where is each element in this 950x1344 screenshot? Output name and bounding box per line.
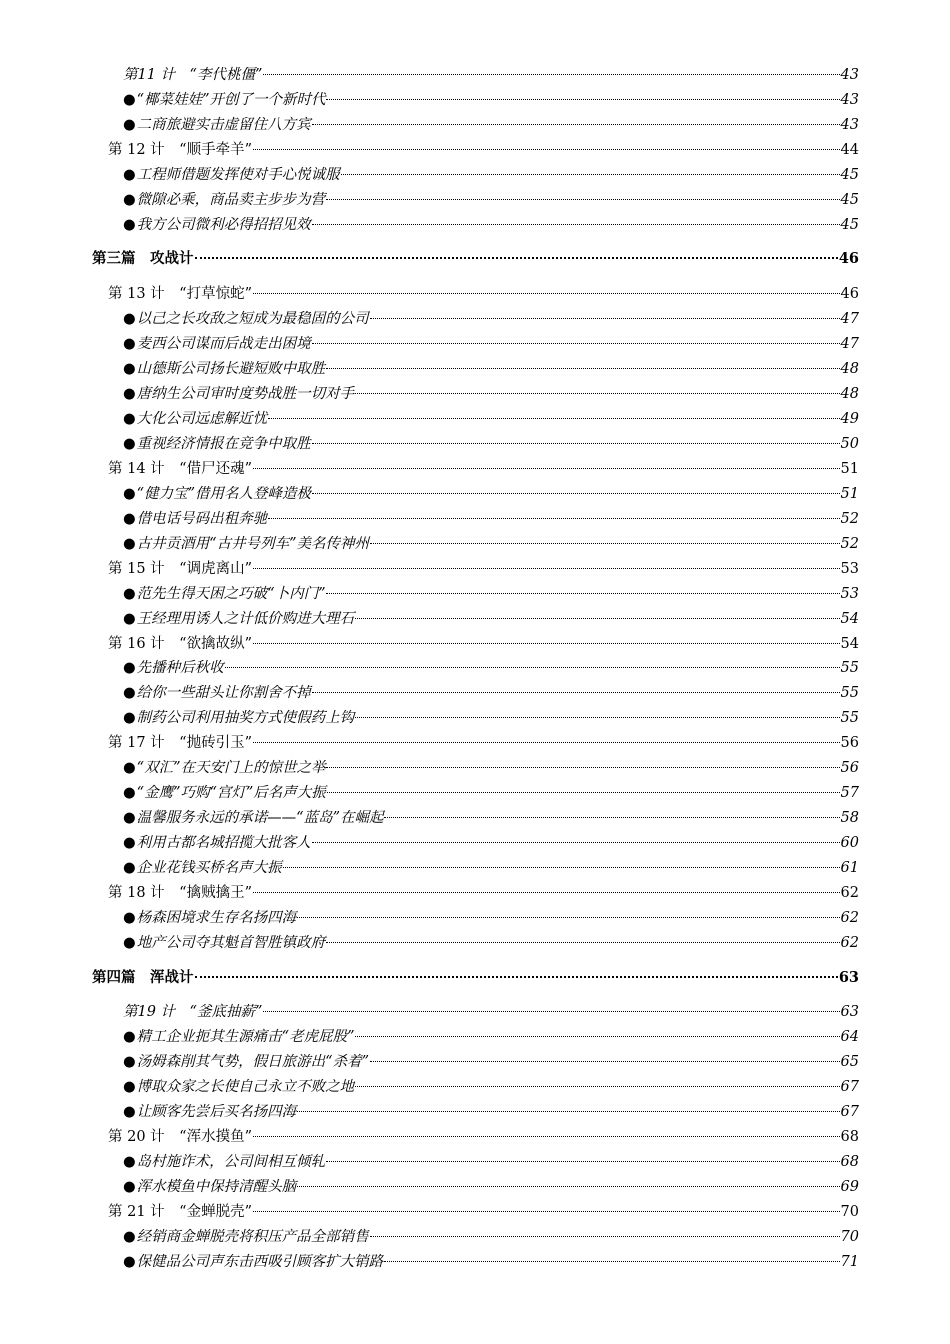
bullet-icon: ● — [123, 835, 136, 851]
toc-entry-text: 先播种后秋收 — [136, 660, 224, 676]
toc-item-entry[interactable] — [123, 383, 859, 405]
page-number: 56 — [840, 735, 859, 751]
dot-leader — [253, 568, 840, 569]
page-number: 55 — [840, 710, 859, 726]
page-number: 46 — [840, 286, 859, 302]
toc-item-entry[interactable] — [123, 707, 859, 729]
dot-leader — [370, 1236, 840, 1237]
dot-leader — [253, 1136, 840, 1137]
toc-chapter-entry[interactable] — [108, 458, 859, 480]
toc-item-entry[interactable] — [123, 89, 859, 111]
toc-entry-title — [123, 1226, 369, 1248]
toc-item-entry[interactable] — [123, 657, 859, 679]
toc-item-entry[interactable] — [123, 1176, 859, 1198]
toc-entry-title — [123, 1101, 296, 1123]
toc-chapter-entry[interactable] — [108, 882, 859, 904]
bullet-icon: ● — [123, 217, 136, 233]
page-number: 68 — [840, 1129, 859, 1145]
toc-item-entry[interactable] — [123, 682, 859, 704]
dot-leader — [253, 149, 840, 150]
toc-item-entry[interactable] — [123, 214, 859, 236]
toc-entry-text: 微隙必乘，商品卖主步步为营 — [136, 192, 326, 208]
page-number: 48 — [840, 386, 859, 402]
dot-leader — [263, 74, 839, 75]
toc-item-entry[interactable] — [123, 358, 859, 380]
dot-leader — [253, 892, 840, 893]
dot-leader — [263, 1011, 839, 1012]
dot-leader — [355, 717, 839, 718]
page-number: 70 — [840, 1204, 859, 1220]
dot-leader — [355, 1036, 839, 1037]
page-number: 45 — [840, 167, 859, 183]
page-number: 57 — [840, 785, 859, 801]
toc-entry-title — [123, 682, 311, 704]
toc-item-entry[interactable] — [123, 857, 859, 879]
dot-leader — [253, 742, 840, 743]
toc-chapter-entry[interactable] — [108, 633, 859, 655]
toc-entry-text: “金鹰”巧购“宫灯”后名声大振 — [136, 785, 326, 801]
bullet-icon: ● — [123, 760, 136, 776]
bullet-icon: ● — [123, 436, 136, 452]
toc-entry-text: 以己之长攻敌之短成为最稳固的公司 — [136, 311, 369, 327]
bullet-icon: ● — [123, 336, 136, 352]
toc-entry-text: 大化公司远虑解近忧 — [136, 411, 268, 427]
toc-item-entry[interactable] — [123, 308, 859, 330]
toc-entry-title: 第 18 计 “擒贼擒王” — [108, 885, 252, 901]
toc-entry-text: 让顾客先尝后买名扬四海 — [136, 1104, 297, 1120]
toc-entry-title: 第 15 计 “调虎离山” — [108, 561, 252, 577]
page-number: 43 — [840, 117, 859, 133]
toc-item-entry[interactable] — [123, 1051, 859, 1073]
dot-leader — [225, 667, 840, 668]
toc-chapter-entry[interactable] — [108, 732, 859, 754]
dot-leader — [283, 867, 840, 868]
toc-entry-text: 古井贡酒用“古井号列车”美名传神州 — [136, 536, 369, 552]
dot-leader — [312, 443, 840, 444]
toc-item-entry[interactable] — [123, 907, 859, 929]
dot-leader — [341, 174, 840, 175]
toc-entry-title — [123, 308, 369, 330]
toc-entry-title: 第 20 计 “浑水摸鱼” — [108, 1129, 252, 1145]
toc-entry-title — [123, 383, 354, 405]
bullet-icon: ● — [123, 361, 136, 377]
page-number: 51 — [840, 486, 859, 502]
bullet-icon: ● — [123, 1229, 136, 1245]
bullet-icon: ● — [123, 860, 136, 876]
toc-part-heading[interactable] — [92, 248, 859, 270]
toc-entry-text: 王经理用诱人之计低价购进大理石 — [136, 611, 355, 627]
toc-entry-title — [123, 89, 325, 111]
toc-entry-title — [123, 408, 267, 430]
toc-entry-title — [123, 1076, 354, 1098]
page-number: 49 — [840, 411, 859, 427]
page-number: 65 — [840, 1054, 859, 1070]
dot-leader — [297, 1186, 839, 1187]
toc-entry-title: 第11 计 “李代桃僵” — [123, 67, 263, 83]
dot-leader — [355, 618, 839, 619]
dot-leader — [195, 976, 838, 978]
dot-leader — [326, 199, 839, 200]
toc-entry-text: 重视经济情报在竞争中取胜 — [136, 436, 311, 452]
dot-leader — [195, 257, 838, 259]
toc-entry-title — [123, 608, 354, 630]
toc-entry-title: 第 14 计 “借尸还魂” — [108, 461, 252, 477]
toc-entry-title — [123, 1151, 325, 1173]
bullet-icon: ● — [123, 411, 136, 427]
toc-entry-title — [123, 707, 354, 729]
toc-item-entry[interactable] — [123, 164, 859, 186]
page-number: 52 — [840, 511, 859, 527]
bullet-icon: ● — [123, 311, 136, 327]
bullet-icon: ● — [123, 685, 136, 701]
dot-leader — [326, 99, 839, 100]
dot-leader — [312, 842, 840, 843]
page-number: 68 — [840, 1154, 859, 1170]
toc-item-entry[interactable] — [123, 757, 859, 779]
toc-chapter-entry[interactable] — [108, 1201, 859, 1223]
toc-item-entry[interactable] — [123, 782, 859, 804]
dot-leader — [268, 518, 839, 519]
toc-entry-title — [123, 583, 325, 605]
page-number: 43 — [840, 92, 859, 108]
dot-leader — [326, 368, 839, 369]
toc-chapter-entry[interactable] — [108, 283, 859, 305]
bullet-icon: ● — [123, 1054, 136, 1070]
bullet-icon: ● — [123, 785, 136, 801]
toc-item-entry[interactable] — [123, 333, 859, 355]
toc-entry-title — [123, 333, 311, 355]
toc-entry-text: 岛村施诈术，公司间相互倾轧 — [136, 1154, 326, 1170]
toc-entry-text: 杨森困境求生存名扬四海 — [136, 910, 297, 926]
toc-chapter-entry[interactable] — [108, 558, 859, 580]
toc-entry-title: 第 21 计 “金蝉脱壳” — [108, 1204, 252, 1220]
dot-leader — [312, 493, 840, 494]
bullet-icon: ● — [123, 1154, 136, 1170]
toc-entry-title — [123, 1251, 383, 1273]
toc-item-entry[interactable] — [123, 932, 859, 954]
toc-entry-text: 给你一些甜头让你割舍不掉 — [136, 685, 311, 701]
toc-entry-title — [123, 214, 311, 236]
page-number: 44 — [840, 142, 859, 158]
bullet-icon: ● — [123, 536, 136, 552]
page-number: 53 — [840, 586, 859, 602]
dot-leader — [370, 318, 840, 319]
page-number: 69 — [840, 1179, 859, 1195]
toc-entry-text: 麦西公司谋而后战走出困境 — [136, 336, 311, 352]
toc-entry-text: 唐纳生公司审时度势战胜一切对手 — [136, 386, 355, 402]
toc-entry-text: 博取众家之长使自己永立不败之地 — [136, 1079, 355, 1095]
page-number: 43 — [840, 67, 859, 83]
bullet-icon: ● — [123, 92, 136, 108]
dot-leader — [253, 1211, 840, 1212]
dot-leader — [370, 543, 840, 544]
bullet-icon: ● — [123, 1104, 136, 1120]
page-number: 46 — [838, 250, 859, 267]
toc-entry-text: 借电话号码出租奔驰 — [136, 511, 268, 527]
toc-entry-title — [123, 1051, 369, 1073]
toc-entry-title — [123, 1176, 296, 1198]
page-number: 54 — [840, 611, 859, 627]
dot-leader — [355, 393, 839, 394]
toc-item-entry[interactable] — [123, 533, 859, 555]
toc-item-entry[interactable] — [123, 189, 859, 211]
bullet-icon: ● — [123, 660, 136, 676]
toc-entry-title — [123, 1026, 354, 1048]
toc-item-entry[interactable] — [123, 1101, 859, 1123]
toc-entry-text: 经销商金蝉脱壳将积压产品全部销售 — [136, 1229, 369, 1245]
toc-entry-title — [123, 757, 325, 779]
page-number: 61 — [840, 860, 859, 876]
page-number: 45 — [840, 192, 859, 208]
page-number: 54 — [840, 636, 859, 652]
page-number: 58 — [840, 810, 859, 826]
toc-entry-text: “椰菜娃娃”开创了一个新时代 — [136, 92, 326, 108]
dot-leader — [312, 124, 840, 125]
page-number: 70 — [840, 1229, 859, 1245]
toc-entry-title: 第 16 计 “欲擒故纵” — [108, 636, 252, 652]
page-number: 53 — [840, 561, 859, 577]
page-number: 63 — [840, 1004, 859, 1020]
page-number: 55 — [840, 660, 859, 676]
toc-entry-text: 汤姆森削其气势，假日旅游出“杀着” — [136, 1054, 369, 1070]
toc-item-entry[interactable] — [123, 1251, 859, 1273]
toc-entry-text: 温馨服务永远的承诺——“蓝岛”在崛起 — [136, 810, 384, 826]
toc-entry-title — [123, 807, 383, 829]
toc-entry-title — [123, 508, 267, 530]
toc-item-entry[interactable] — [123, 1226, 859, 1248]
toc-entry-title — [123, 857, 282, 879]
dot-leader — [326, 767, 839, 768]
toc-entry-title — [123, 358, 325, 380]
toc-entry-text: “健力宝”借用名人登峰造极 — [136, 486, 311, 502]
toc-entry-title — [123, 114, 311, 136]
dot-leader — [253, 293, 840, 294]
toc-entry-text: 保健品公司声东击西吸引顾客扩大销路 — [136, 1254, 384, 1270]
page-number: 45 — [840, 217, 859, 233]
toc-item-entry[interactable] — [123, 408, 859, 430]
toc-entry-title: 第三篇 攻战计 — [92, 250, 194, 267]
dot-leader — [253, 643, 840, 644]
toc-chapter-entry[interactable] — [108, 1126, 859, 1148]
toc-chapter-entry[interactable] — [123, 64, 859, 86]
toc-entry-title: 第 13 计 “打草惊蛇” — [108, 286, 252, 302]
toc-entry-title — [123, 657, 224, 679]
page-number: 52 — [840, 536, 859, 552]
toc-entry-text: “双汇”在天安门上的惊世之举 — [136, 760, 326, 776]
toc-entry-title — [123, 483, 311, 505]
bullet-icon: ● — [123, 910, 136, 926]
toc-chapter-entry[interactable] — [123, 1001, 859, 1023]
toc-entry-text: 二商旅避实击虚留住八方宾 — [136, 117, 311, 133]
page-number: 62 — [840, 910, 859, 926]
page-number: 62 — [840, 935, 859, 951]
toc-entry-title — [123, 782, 326, 804]
toc-item-entry[interactable] — [123, 1151, 859, 1173]
dot-leader — [253, 468, 840, 469]
page-number: 55 — [840, 685, 859, 701]
dot-leader — [312, 224, 840, 225]
page-number: 67 — [840, 1104, 859, 1120]
page-number: 51 — [840, 461, 859, 477]
toc-item-entry[interactable] — [123, 1026, 859, 1048]
page-number: 64 — [840, 1029, 859, 1045]
page-number: 71 — [840, 1254, 859, 1270]
toc-entry-title: 第 12 计 “顺手牵羊” — [108, 142, 252, 158]
toc-item-entry[interactable] — [123, 114, 859, 136]
bullet-icon: ● — [123, 810, 136, 826]
bullet-icon: ● — [123, 117, 136, 133]
bullet-icon: ● — [123, 386, 136, 402]
bullet-icon: ● — [123, 1029, 136, 1045]
toc-item-entry[interactable] — [123, 832, 859, 854]
page-number: 56 — [840, 760, 859, 776]
page-number: 62 — [840, 885, 859, 901]
page-number: 67 — [840, 1079, 859, 1095]
bullet-icon: ● — [123, 1079, 136, 1095]
toc-entry-title — [123, 433, 311, 455]
toc-entry-text: 利用古都名城招揽大批客人 — [136, 835, 311, 851]
toc-entry-title — [123, 533, 369, 555]
toc-part-heading[interactable] — [92, 967, 859, 989]
toc-item-entry[interactable] — [123, 608, 859, 630]
page-number: 60 — [840, 835, 859, 851]
bullet-icon: ● — [123, 167, 136, 183]
page-number: 47 — [840, 336, 859, 352]
dot-leader — [326, 942, 839, 943]
toc-entry-text: 浑水模鱼中保持清醒头脑 — [136, 1179, 297, 1195]
bullet-icon: ● — [123, 710, 136, 726]
toc-entry-text: 工程师借题发挥使对手心悦诚服 — [136, 167, 340, 183]
toc-entry-text: 制药公司利用抽奖方式使假药上钩 — [136, 710, 355, 726]
dot-leader — [297, 917, 839, 918]
toc-item-entry[interactable] — [123, 1076, 859, 1098]
bullet-icon: ● — [123, 611, 136, 627]
toc-item-entry[interactable] — [123, 508, 859, 530]
toc-entry-title — [123, 189, 325, 211]
page-number: 50 — [840, 436, 859, 452]
dot-leader — [297, 1111, 839, 1112]
toc-item-entry[interactable] — [123, 483, 859, 505]
dot-leader — [326, 593, 839, 594]
toc-entry-title — [123, 907, 296, 929]
toc-chapter-entry[interactable] — [108, 139, 859, 161]
toc-entry-title — [123, 164, 340, 186]
toc-entry-title — [123, 832, 311, 854]
toc-entry-text: 范先生得天困之巧破“卜内门” — [136, 586, 326, 602]
bullet-icon: ● — [123, 1179, 136, 1195]
toc-entry-title: 第四篇 浑战计 — [92, 969, 194, 986]
dot-leader — [312, 343, 840, 344]
toc-entry-text: 我方公司微利必得招招见效 — [136, 217, 311, 233]
bullet-icon: ● — [123, 192, 136, 208]
dot-leader — [327, 792, 840, 793]
bullet-icon: ● — [123, 586, 136, 602]
toc-entry-title: 第 17 计 “抛砖引玉” — [108, 735, 252, 751]
toc-item-entry[interactable] — [123, 583, 859, 605]
dot-leader — [355, 1086, 839, 1087]
toc-entry-text: 精工企业扼其生源痛击“老虎屁股” — [136, 1029, 355, 1045]
bullet-icon: ● — [123, 1254, 136, 1270]
dot-leader — [370, 1061, 840, 1062]
toc-item-entry[interactable] — [123, 433, 859, 455]
toc-entry-text: 山德斯公司扬长避短败中取胜 — [136, 361, 326, 377]
toc-item-entry[interactable] — [123, 807, 859, 829]
dot-leader — [326, 1161, 839, 1162]
bullet-icon: ● — [123, 511, 136, 527]
toc-entry-title — [123, 932, 325, 954]
bullet-icon: ● — [123, 935, 136, 951]
toc-entry-title: 第19 计 “釜底抽薪” — [123, 1004, 263, 1020]
dot-leader — [312, 692, 840, 693]
dot-leader — [268, 418, 839, 419]
page-number: 63 — [838, 969, 859, 986]
dot-leader — [384, 1261, 839, 1262]
dot-leader — [384, 817, 839, 818]
toc-entry-text: 企业花钱买桥名声大振 — [136, 860, 282, 876]
toc-entry-text: 地产公司夺其魁首智胜镇政府 — [136, 935, 326, 951]
page-number: 47 — [840, 311, 859, 327]
page-number: 48 — [840, 361, 859, 377]
bullet-icon: ● — [123, 486, 136, 502]
